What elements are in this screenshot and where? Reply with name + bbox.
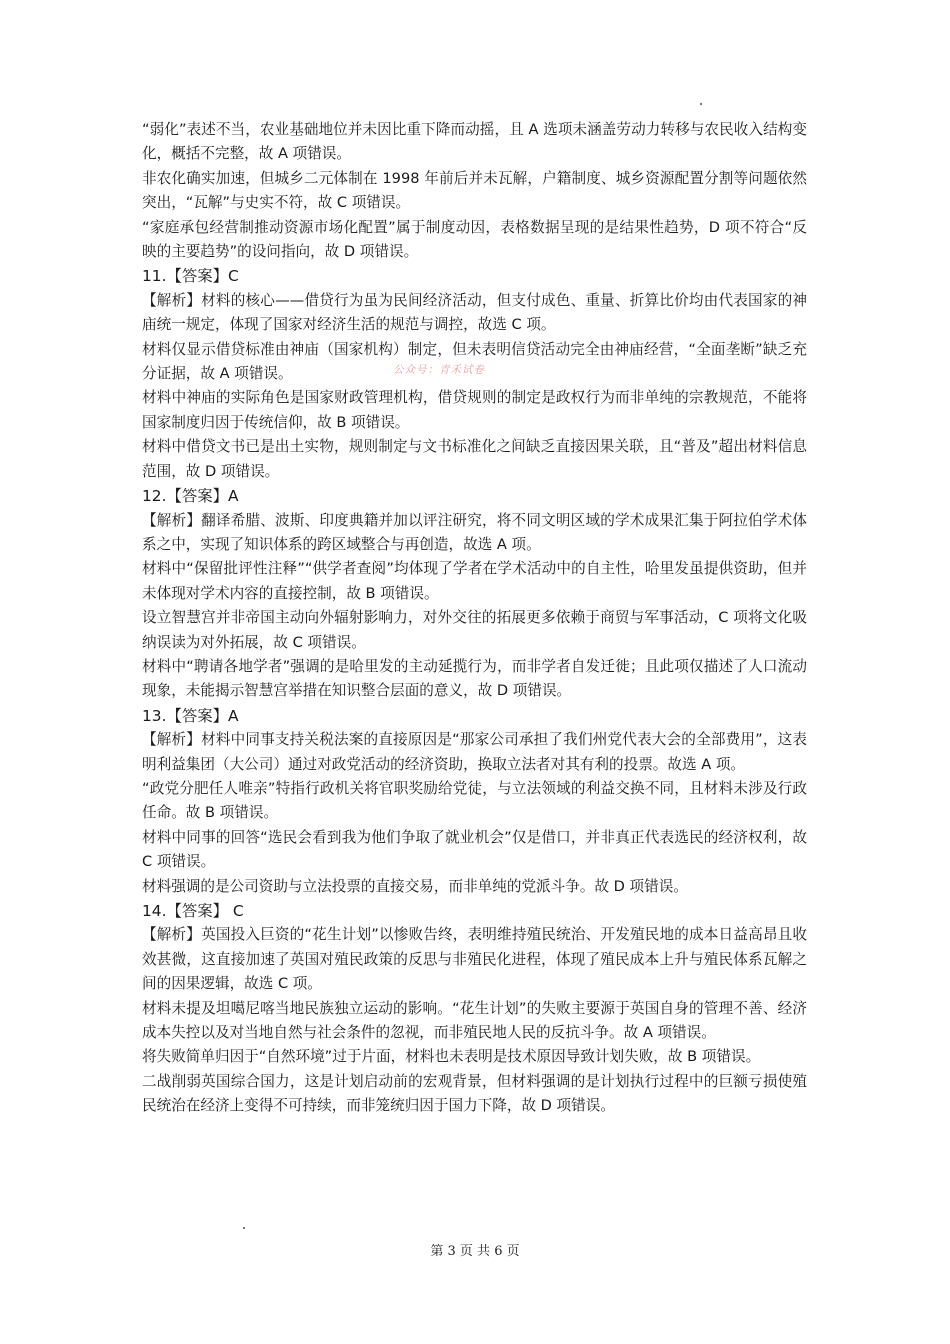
paragraph: 材料未提及坦噶尼喀当地民族独立运动的影响。“花生计划”的失败主要源于英国自身的管理不善、经济成本失控以及对当地自然与社会条件的忽视，而非殖民地人民的反抗斗争。故 A 项错误。 (142, 999, 807, 1042)
paragraph: 材料仅显示借贷标准由神庙（国家机构）制定，但未表明信贷活动完全由神庙经营，“全面垄断”缺乏充分证据，故 A 项错误。 (142, 340, 807, 383)
paragraph: 【解析】材料中同事支持关税法案的直接原因是“那家公司承担了我们州党代表大会的全部费用”，这表明利益集团（大公司）通过对政党活动的经济资助，换取立法者对其有利的投票。故选 A 项。 (142, 731, 807, 773)
speck-mark (700, 103, 702, 105)
paragraph: 将失败简单归因于“自然环境”过于片面，材料也未表明是技术原因导致计划失败，故 B 项错误。 (142, 1048, 761, 1066)
answer-heading: 11.【答案】C (142, 267, 239, 286)
paragraph: “弱化”表述不当，农业基础地位并未因比重下降而动摇，且 A 选项未涵盖劳动力转移与农民收入结构变化，概括不完整，故 A 项错误。 (142, 121, 807, 163)
footer-prefix: 第 (430, 1244, 444, 1259)
paragraph: 材料中借贷文书已是出土实物，规则制定与文书标准化之间缺乏直接因果关联，且“普及”超出材料信息范围，故 D 项错误。 (142, 438, 807, 480)
footer-suffix: 页 (506, 1244, 520, 1259)
paragraph: 材料中“保留批评性注释”“供学者查阅”均体现了学者在学术活动中的自主性，哈里发虽提供资助，但并未体现对学术内容的直接控制，故 B 项错误。 (142, 560, 807, 602)
speck-mark (243, 1227, 245, 1229)
paragraph: 材料中同事的回答“选民会看到我为他们争取了就业机会”仅是借口，并非真正代表选民的经济权利，故 C 项错误。 (142, 828, 807, 871)
footer-total-pages: 6 (494, 1244, 503, 1259)
paragraph: 材料中神庙的实际角色是国家财政管理机构，借贷规则的制定是政权行为而非单纯的宗教规范，不能将国家制度归因于传统信仰，故 B 项错误。 (142, 389, 807, 431)
paragraph: “家庭承包经营制推动资源市场化配置”属于制度动因，表格数据呈现的是结果性趋势，D 项不符合“反映的主要趋势”的设问指向，故 D 项错误。 (142, 218, 807, 261)
watermark: 公众号：青禾试卷 (393, 364, 485, 376)
paragraph: 【解析】翻译希腊、波斯、印度典籍并加以评注研究，将不同文明区域的学术成果汇集于阿拉伯学术体系之中，实现了知识体系的跨区域整合与再创造，故选 A 项。 (142, 511, 807, 553)
paragraph: 【解析】材料的核心——借贷行为虽为民间经济活动，但支付成色、重量、折算比价均由代表国家的神庙统一规定，体现了国家对经济生活的规范与调控，故选 C 项。 (142, 291, 807, 334)
paragraph: 设立智慧宫并非帝国主动向外辐射影响力，对外交往的拓展更多依赖于商贸与军事活动，C 项将文化吸纳误读为对外拓展，故 C 项错误。 (142, 609, 807, 651)
paragraph: 非农化确实加速，但城乡二元体制在 1998 年前后并未瓦解，户籍制度、城乡资源配置分割等问题依然突出，“瓦解”与史实不符，故 C 项错误。 (142, 169, 807, 212)
paragraph: “政党分肥任人唯亲”特指行政机关将官职奖励给党徒，与立法领域的利益交换不同，且材料未涉及行政任命。故 B 项错误。 (142, 779, 807, 822)
paragraph: 二战削弱英国综合国力，这是计划启动前的宏观背景，但材料强调的是计划执行过程中的巨额亏损使殖民统治在经济上变得不可持续，而非笼统归因于国力下降，故 D 项错误。 (142, 1072, 807, 1115)
answer-heading: 12.【答案】A (142, 487, 239, 506)
paragraph: 材料中“聘请各地学者”强调的是哈里发的主动延揽行为，而非学者自发迁徙；且此项仅描述了人口流动现象，未能揭示智慧宫举措在知识整合层面的意义，故 D 项错误。 (142, 657, 807, 700)
paragraph: 材料强调的是公司资助与立法投票的直接交易，而非单纯的党派斗争。故 D 项错误。 (142, 877, 688, 895)
paragraph: 【解析】英国投入巨资的“花生计划”以惨败告终，表明维持殖民统治、开发殖民地的成本日益高昂且收效甚微，这直接加速了英国对殖民政策的反思与非殖民化进程，体现了殖民成本上升与殖民体系瓦解之间的因果逻辑，故选 C 项。 (142, 926, 807, 993)
answer-analysis-body (142, 118, 807, 1119)
page-footer (0, 1240, 950, 1259)
answer-heading: 14.【答案】 C (142, 902, 244, 920)
footer-mid: 页 共 (459, 1244, 491, 1259)
footer-page-number: 3 (447, 1244, 456, 1259)
answer-heading: 13.【答案】A (142, 706, 239, 725)
